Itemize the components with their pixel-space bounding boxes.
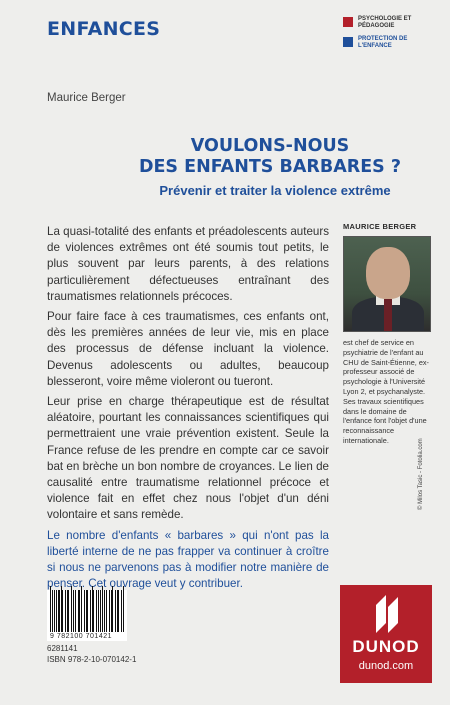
badge-psychologie [343, 16, 428, 30]
product-ref: 6281141 [47, 644, 78, 653]
isbn: ISBN 978-2-10-070142-1 [47, 655, 137, 664]
sidebar-author-name: MAURICE BERGER [343, 222, 417, 231]
paragraph: Pour faire face à ces traumatismes, ces enfants ont, dès les premières années de leur vie, mis en place des processus de défense incluant la violence. Devenus adolescents ou adultes, beaucoup blesseront, voire même violeront ou tueront. [47, 310, 329, 388]
badge-protection [343, 36, 428, 50]
badge-label: PSYCHOLOGIE ET PÉDAGOGIE [358, 16, 412, 29]
publisher-logo [340, 585, 432, 683]
photo-credit: © Milos Tasic - Fotolia.com [418, 438, 424, 510]
author-sidebar [343, 222, 433, 446]
red-square-icon [343, 17, 353, 27]
blue-square-icon [343, 37, 353, 47]
paragraph: La quasi-totalité des enfants et préadolescents auteurs de violences extrêmes ont été soumis tout petits, le plus souvent par leurs parents, à des relations particulièrement défectueuses entraînant des traumatismes relationnels précoces. [47, 225, 329, 303]
highlight-paragraph: Le nombre d'enfants « barbares » qui n'ont pas la liberté interne de ne pas frapper va continuer à croître si nous ne parvenons pas à modifier notre manière de penser. Cet ouvrage veut y contribuer. [47, 528, 329, 591]
paragraph: Leur prise en charge thérapeutique est de résultat aléatoire, pourtant les connaissances scientifiques qui permettraient une vraie prévention existent. Seule la France refuse de les prendre en compte car ce savoir bat en brèche un bon nombre de croyances. Le lien de causalité entre traumatisme relationnel précoce et violence fait en effet chez nous l'objet d'un déni volontaire et sans remède. [47, 395, 329, 522]
title-line-2: DES ENFANTS BARBARES ? [138, 157, 402, 177]
author-bio: est chef de service en psychiatrie de l'enfant au CHU de Saint-Étienne, ex-professeur associé de psychologie à l'Université Lyon 2, et psychanalyste. Ses travaux scientifiques dans le domaine de l'enfance font l'objet d'une reconnaissance internationale. [343, 338, 429, 445]
barcode-number: 9 782100 701421 [47, 632, 127, 641]
title-line-1: VOULONS-NOUS [190, 136, 350, 156]
publisher-name: DUNOD [352, 637, 420, 656]
barcode-bars [47, 590, 127, 632]
author-name: Maurice Berger [47, 92, 126, 104]
book-title [130, 136, 410, 178]
book-codes [47, 643, 136, 665]
category-badges [343, 16, 428, 56]
dunod-emblem-icon [372, 593, 402, 635]
author-photo [343, 236, 431, 332]
series-title: ENFANCES [47, 18, 161, 40]
back-cover-text [47, 224, 329, 596]
barcode [47, 590, 127, 641]
publisher-url[interactable]: dunod.com [358, 660, 414, 672]
book-subtitle: Prévenir et traiter la violence extrême [159, 183, 391, 198]
badge-label: PROTECTION DE L'ENFANCE [358, 36, 408, 49]
